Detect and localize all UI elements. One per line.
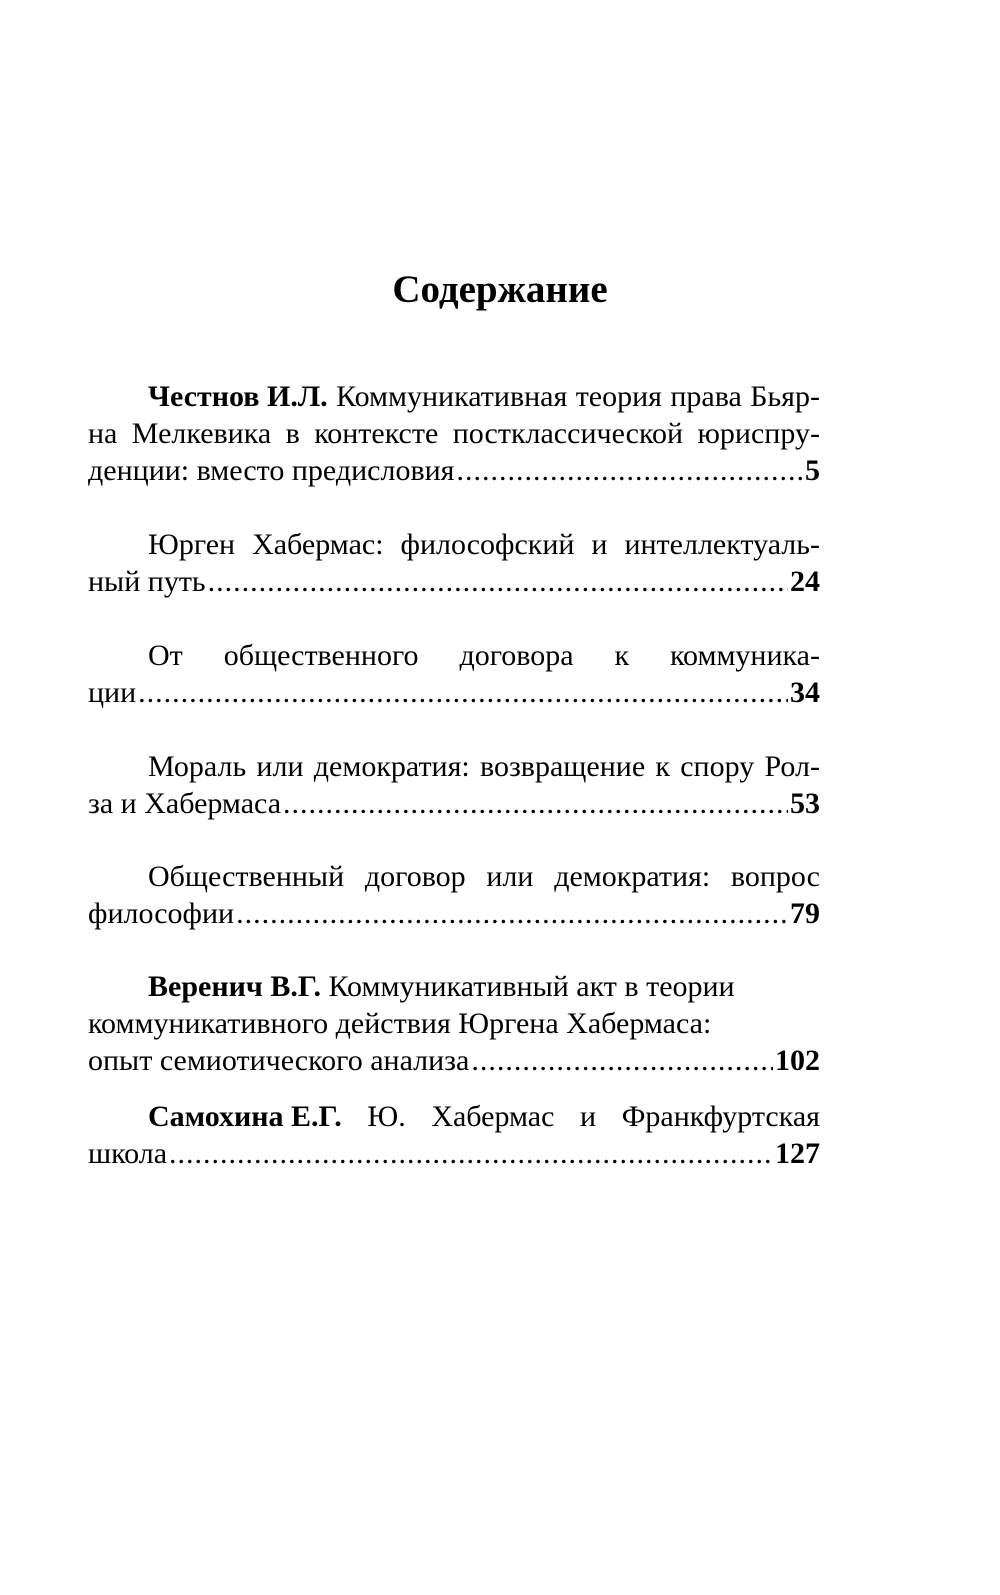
toc-author: Честнов И.Л. xyxy=(148,380,328,413)
toc-line xyxy=(88,378,820,415)
toc-title-start: Коммуникативный акт в теории xyxy=(328,970,735,1003)
toc-entry-verenich xyxy=(88,968,820,1079)
dot-leader xyxy=(456,452,803,489)
toc-line-last xyxy=(88,1135,820,1172)
toc-author: Веренич В.Г. xyxy=(148,970,322,1003)
toc-title-middle: коммуникативного действия Юргена Хабермаса: xyxy=(88,1007,712,1040)
toc-word: договор xyxy=(364,860,466,893)
toc-title-end: ный путь xyxy=(88,565,206,598)
toc-word: юриспру- xyxy=(697,417,820,450)
dot-leader xyxy=(138,674,788,711)
toc-entry-chestnov xyxy=(88,378,820,489)
toc-word: к xyxy=(655,750,670,783)
toc-entry-social-contract xyxy=(88,637,820,711)
toc-word: Ю. xyxy=(367,1100,406,1133)
toc-entry-morality xyxy=(88,748,820,822)
toc-entry-samokhina xyxy=(88,1098,820,1172)
toc-word: договора xyxy=(459,639,574,672)
toc-word: Рол- xyxy=(764,750,820,783)
toc-heading: Содержание xyxy=(392,268,608,311)
toc-line xyxy=(88,1098,820,1135)
dot-leader xyxy=(236,895,788,932)
toc-word: Мелкевика xyxy=(131,417,272,450)
toc-title-end: философии xyxy=(88,897,235,930)
toc-word: демократия: xyxy=(554,860,711,893)
toc-word: вопрос xyxy=(730,860,820,893)
toc-word: общественного xyxy=(223,639,419,672)
toc-word: постклассической xyxy=(452,417,684,450)
toc-line xyxy=(88,415,820,452)
toc-word: Франкфуртская xyxy=(621,1100,820,1133)
toc-word: к xyxy=(614,639,630,672)
toc-line xyxy=(88,1005,820,1042)
toc-page-number: 102 xyxy=(775,1044,820,1077)
toc-page-number: 79 xyxy=(790,897,820,930)
toc-word: контексте xyxy=(314,417,439,450)
toc-page-number: 34 xyxy=(790,676,820,709)
toc-word: спору xyxy=(680,750,755,783)
toc-word: теория xyxy=(575,380,662,413)
toc-word: права xyxy=(670,380,742,413)
toc-title-end: ции xyxy=(88,676,137,709)
toc-line-last xyxy=(88,563,820,600)
toc-line-last xyxy=(88,785,820,822)
toc-word: или xyxy=(486,860,534,893)
toc-line-last xyxy=(88,674,820,711)
toc-word: возвращение xyxy=(480,750,646,783)
toc-word: на xyxy=(88,417,118,450)
toc-word: демократия: xyxy=(313,750,470,783)
toc-title-end: школа xyxy=(88,1137,168,1170)
toc-title-end: денции: вместо предисловия xyxy=(88,454,455,487)
toc-page-number: 24 xyxy=(790,565,820,598)
toc-word: и xyxy=(580,1100,597,1133)
toc-word: Мораль xyxy=(148,750,247,783)
toc-word: Юрген xyxy=(148,528,236,561)
dot-leader xyxy=(283,785,788,822)
toc-author: Самохина Е.Г. xyxy=(148,1100,342,1133)
toc-word: философский xyxy=(400,528,575,561)
toc-line-last xyxy=(88,452,820,489)
dot-leader xyxy=(471,1042,773,1079)
toc-word: интеллектуаль- xyxy=(624,528,820,561)
toc-entry-habermas-path xyxy=(88,526,820,600)
toc-word: Хабермас: xyxy=(252,528,384,561)
toc-word: и xyxy=(591,528,608,561)
toc-page-number: 5 xyxy=(805,454,820,487)
toc-word: в xyxy=(285,417,300,450)
toc-word: Хабермас xyxy=(431,1100,555,1133)
toc-word: Коммуникативная xyxy=(336,380,568,413)
toc-page-number: 53 xyxy=(790,787,820,820)
toc-word: или xyxy=(256,750,304,783)
dot-leader xyxy=(208,563,788,600)
toc-line xyxy=(88,858,820,895)
toc-line xyxy=(88,748,820,785)
toc-word: коммуника- xyxy=(669,639,820,672)
toc-word: Общественный xyxy=(148,860,345,893)
dot-leader xyxy=(169,1135,773,1172)
toc-word: Бьяр- xyxy=(750,380,820,413)
toc-line xyxy=(88,526,820,563)
toc-title-end: за и Хабермаса xyxy=(88,787,282,820)
toc-line-last xyxy=(88,1042,820,1079)
toc-line-last xyxy=(88,895,820,932)
toc-word: От xyxy=(148,639,183,672)
toc-line xyxy=(88,637,820,674)
toc-entry-philosophy xyxy=(88,858,820,932)
toc-line xyxy=(88,968,820,1005)
toc-title-end: опыт семиотического анализа xyxy=(88,1044,470,1077)
toc-page-number: 127 xyxy=(775,1137,820,1170)
